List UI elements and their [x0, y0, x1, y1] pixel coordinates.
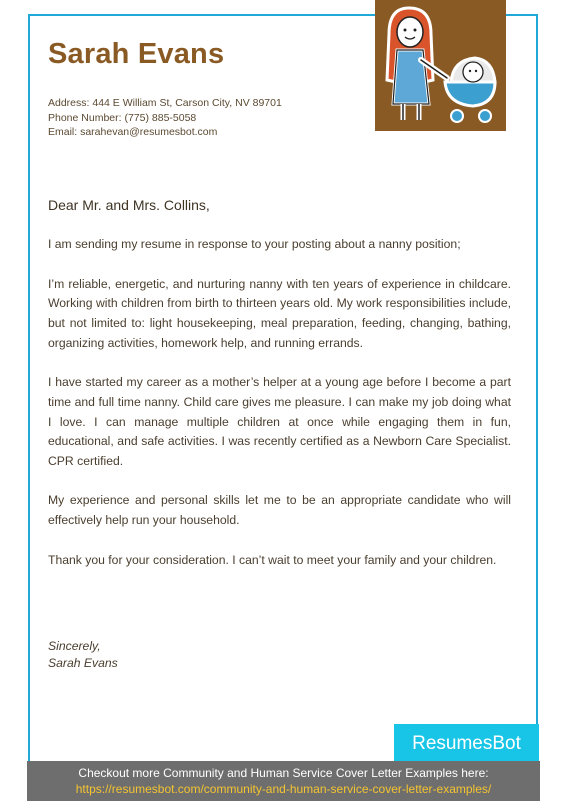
contact-info — [48, 96, 282, 140]
letter-body — [48, 196, 511, 590]
applicant-name: Sarah Evans — [48, 38, 225, 70]
email-line: Email: sarahevan@resumesbot.com — [48, 126, 218, 138]
resumesbot-logo-button[interactable]: ResumesBot — [394, 724, 539, 764]
nanny-stroller-illustration — [375, 0, 506, 131]
paragraph-3: I have started my career as a mother’s helper at a young age before I become a part time and full time nanny. Child care gives me pleasure. I can make my job doing what I love. I can manage multiple children at once while engaging them in fun, educational, and safe activities. I was recently certified as a Newborn Care Specialist. CPR certified. — [48, 375, 511, 469]
paragraph-4: My experience and personal skills let me to be an appropriate candidate who will effectively help run your household. — [48, 493, 511, 528]
address-line: Address: 444 E William St, Carson City, NV 89701 — [48, 97, 282, 109]
footer-link[interactable]: https://resumesbot.com/community-and-human-service-cover-letter-examples/ — [75, 782, 492, 796]
signature: Sarah Evans — [48, 656, 118, 670]
phone-line: Phone Number: (775) 885-5058 — [48, 111, 197, 124]
footer-text: Checkout more Community and Human Service Cover Letter Examples here: — [78, 766, 489, 780]
paragraph-5: Thank you for your consideration. I can’t wait to meet your family and your children. — [48, 552, 497, 567]
footer-banner — [27, 761, 540, 801]
salutation: Dear Mr. and Mrs. Collins, — [48, 197, 210, 213]
closing-block — [48, 638, 118, 672]
paragraph-1: I am sending my resume in response to your posting about a nanny position; — [48, 237, 461, 252]
paragraph-2: I’m reliable, energetic, and nurturing nanny with ten years of experience in childcare. Working with children from birth to thirteen years old. My work responsibilities include, but not limited to: light housekeeping, meal preparation, feeding, changing, bathing, organizing activities, homework help, and running errands. — [48, 276, 511, 350]
closing-phrase: Sincerely, — [48, 639, 101, 653]
